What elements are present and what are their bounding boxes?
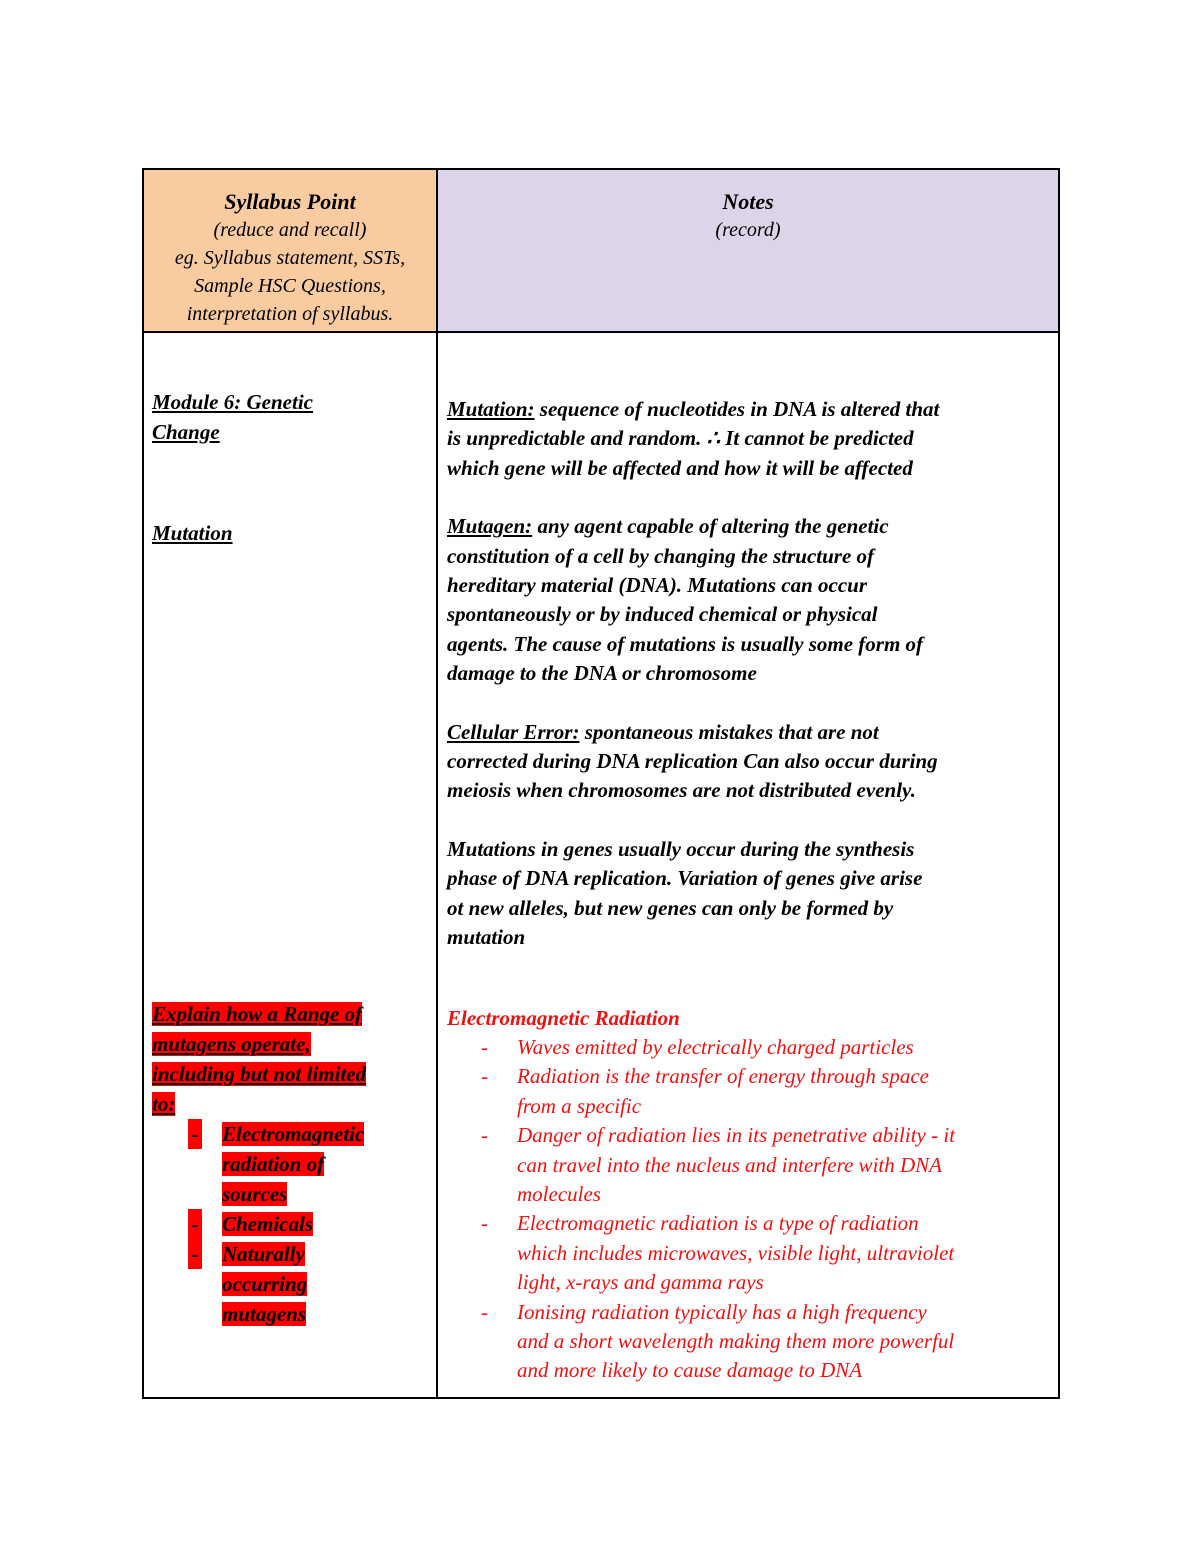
header-right-title: Notes — [722, 189, 774, 214]
list-item: - Radiation is the transfer of energy through space from a specific — [481, 1064, 929, 1118]
em-radiation-heading: Electromagnetic Radiation — [447, 1005, 680, 1030]
mutation-heading: Mutation — [152, 521, 233, 545]
notes-content — [447, 395, 1053, 1386]
list-item: - Waves emitted by electrically charged particles — [481, 1034, 914, 1059]
explain-line-2: mutagens operate, — [152, 1032, 311, 1056]
header-left-title: Syllabus Point — [224, 189, 356, 214]
term-cellular-error: Cellular Error: — [447, 719, 580, 744]
header-right-sub: (record) — [715, 219, 781, 241]
term-mutagen: Mutagen: — [447, 514, 533, 539]
header-notes — [438, 170, 1058, 333]
header-left-sub-2: eg. Syllabus statement, SSTs, — [174, 247, 406, 269]
note-cellular-error: Cellular Error: spontaneous mistakes that are not corrected during DNA replication Can also occur during meiosis when chromosomes are not distributed evenly. — [447, 719, 938, 803]
explain-line-3: including but not limited — [152, 1062, 367, 1086]
header-left-sub-4: interpretation of syllabus. — [186, 303, 394, 325]
list-item: - Ionising radiation typically has a high frequency and a short wavelength making them more powerful and more likely to cause damage to DNA — [481, 1299, 955, 1383]
list-item: - Danger of radiation lies in its penetrative ability - it can travel into the nucleus and interfere with DNA molecules — [481, 1123, 956, 1206]
explain-block — [152, 999, 422, 1119]
list-item: - Electromagnetic radiation is a type of radiation which includes microwaves, visible light, ultraviolet light, x-rays and gamma rays — [481, 1211, 955, 1295]
module-title-line-1: Module 6: Genetic — [152, 390, 313, 414]
list-item: - Electromagnetic radiation of sources — [152, 1119, 422, 1209]
syllabus-notes-table — [142, 168, 1060, 1399]
note-mutation: Mutation: sequence of nucleotides in DNA is altered that is unpredictable and random. ∴ It cannot be predicted which gene will be affected and how it will be affected — [447, 397, 940, 480]
notes-column — [438, 333, 1058, 1397]
module-title-line-2: Change — [152, 420, 220, 444]
header-left-sub-1: (reduce and recall) — [213, 219, 367, 241]
em-radiation-list — [447, 1033, 1053, 1386]
syllabus-column — [144, 333, 438, 1397]
mutagen-list — [152, 1119, 422, 1329]
syllabus-content — [152, 387, 422, 1329]
note-mutagen: Mutagen: any agent capable of altering the genetic constitution of a cell by changing the structure of hereditary material (DNA). Mutations can occur spontaneously or by induced chemical or physical agents. The cause of mutations is usually some form of damage to the DNA or chromosome — [447, 514, 924, 686]
explain-line-1: Explain how a Range of — [152, 1002, 363, 1026]
explain-line-4: to: — [152, 1092, 176, 1116]
list-item: - Chemicals — [152, 1209, 422, 1239]
note-mutations-in-genes: Mutations in genes usually occur during the synthesis phase of DNA replication. Variation of genes give arise ot new alleles, but new genes can only be formed by mutation — [447, 836, 923, 950]
term-mutation: Mutation: — [447, 397, 535, 421]
list-item: - Naturally occurring mutagens — [152, 1239, 422, 1329]
header-syllabus-point — [144, 170, 438, 333]
header-left-sub-3: Sample HSC Questions, — [194, 275, 386, 297]
